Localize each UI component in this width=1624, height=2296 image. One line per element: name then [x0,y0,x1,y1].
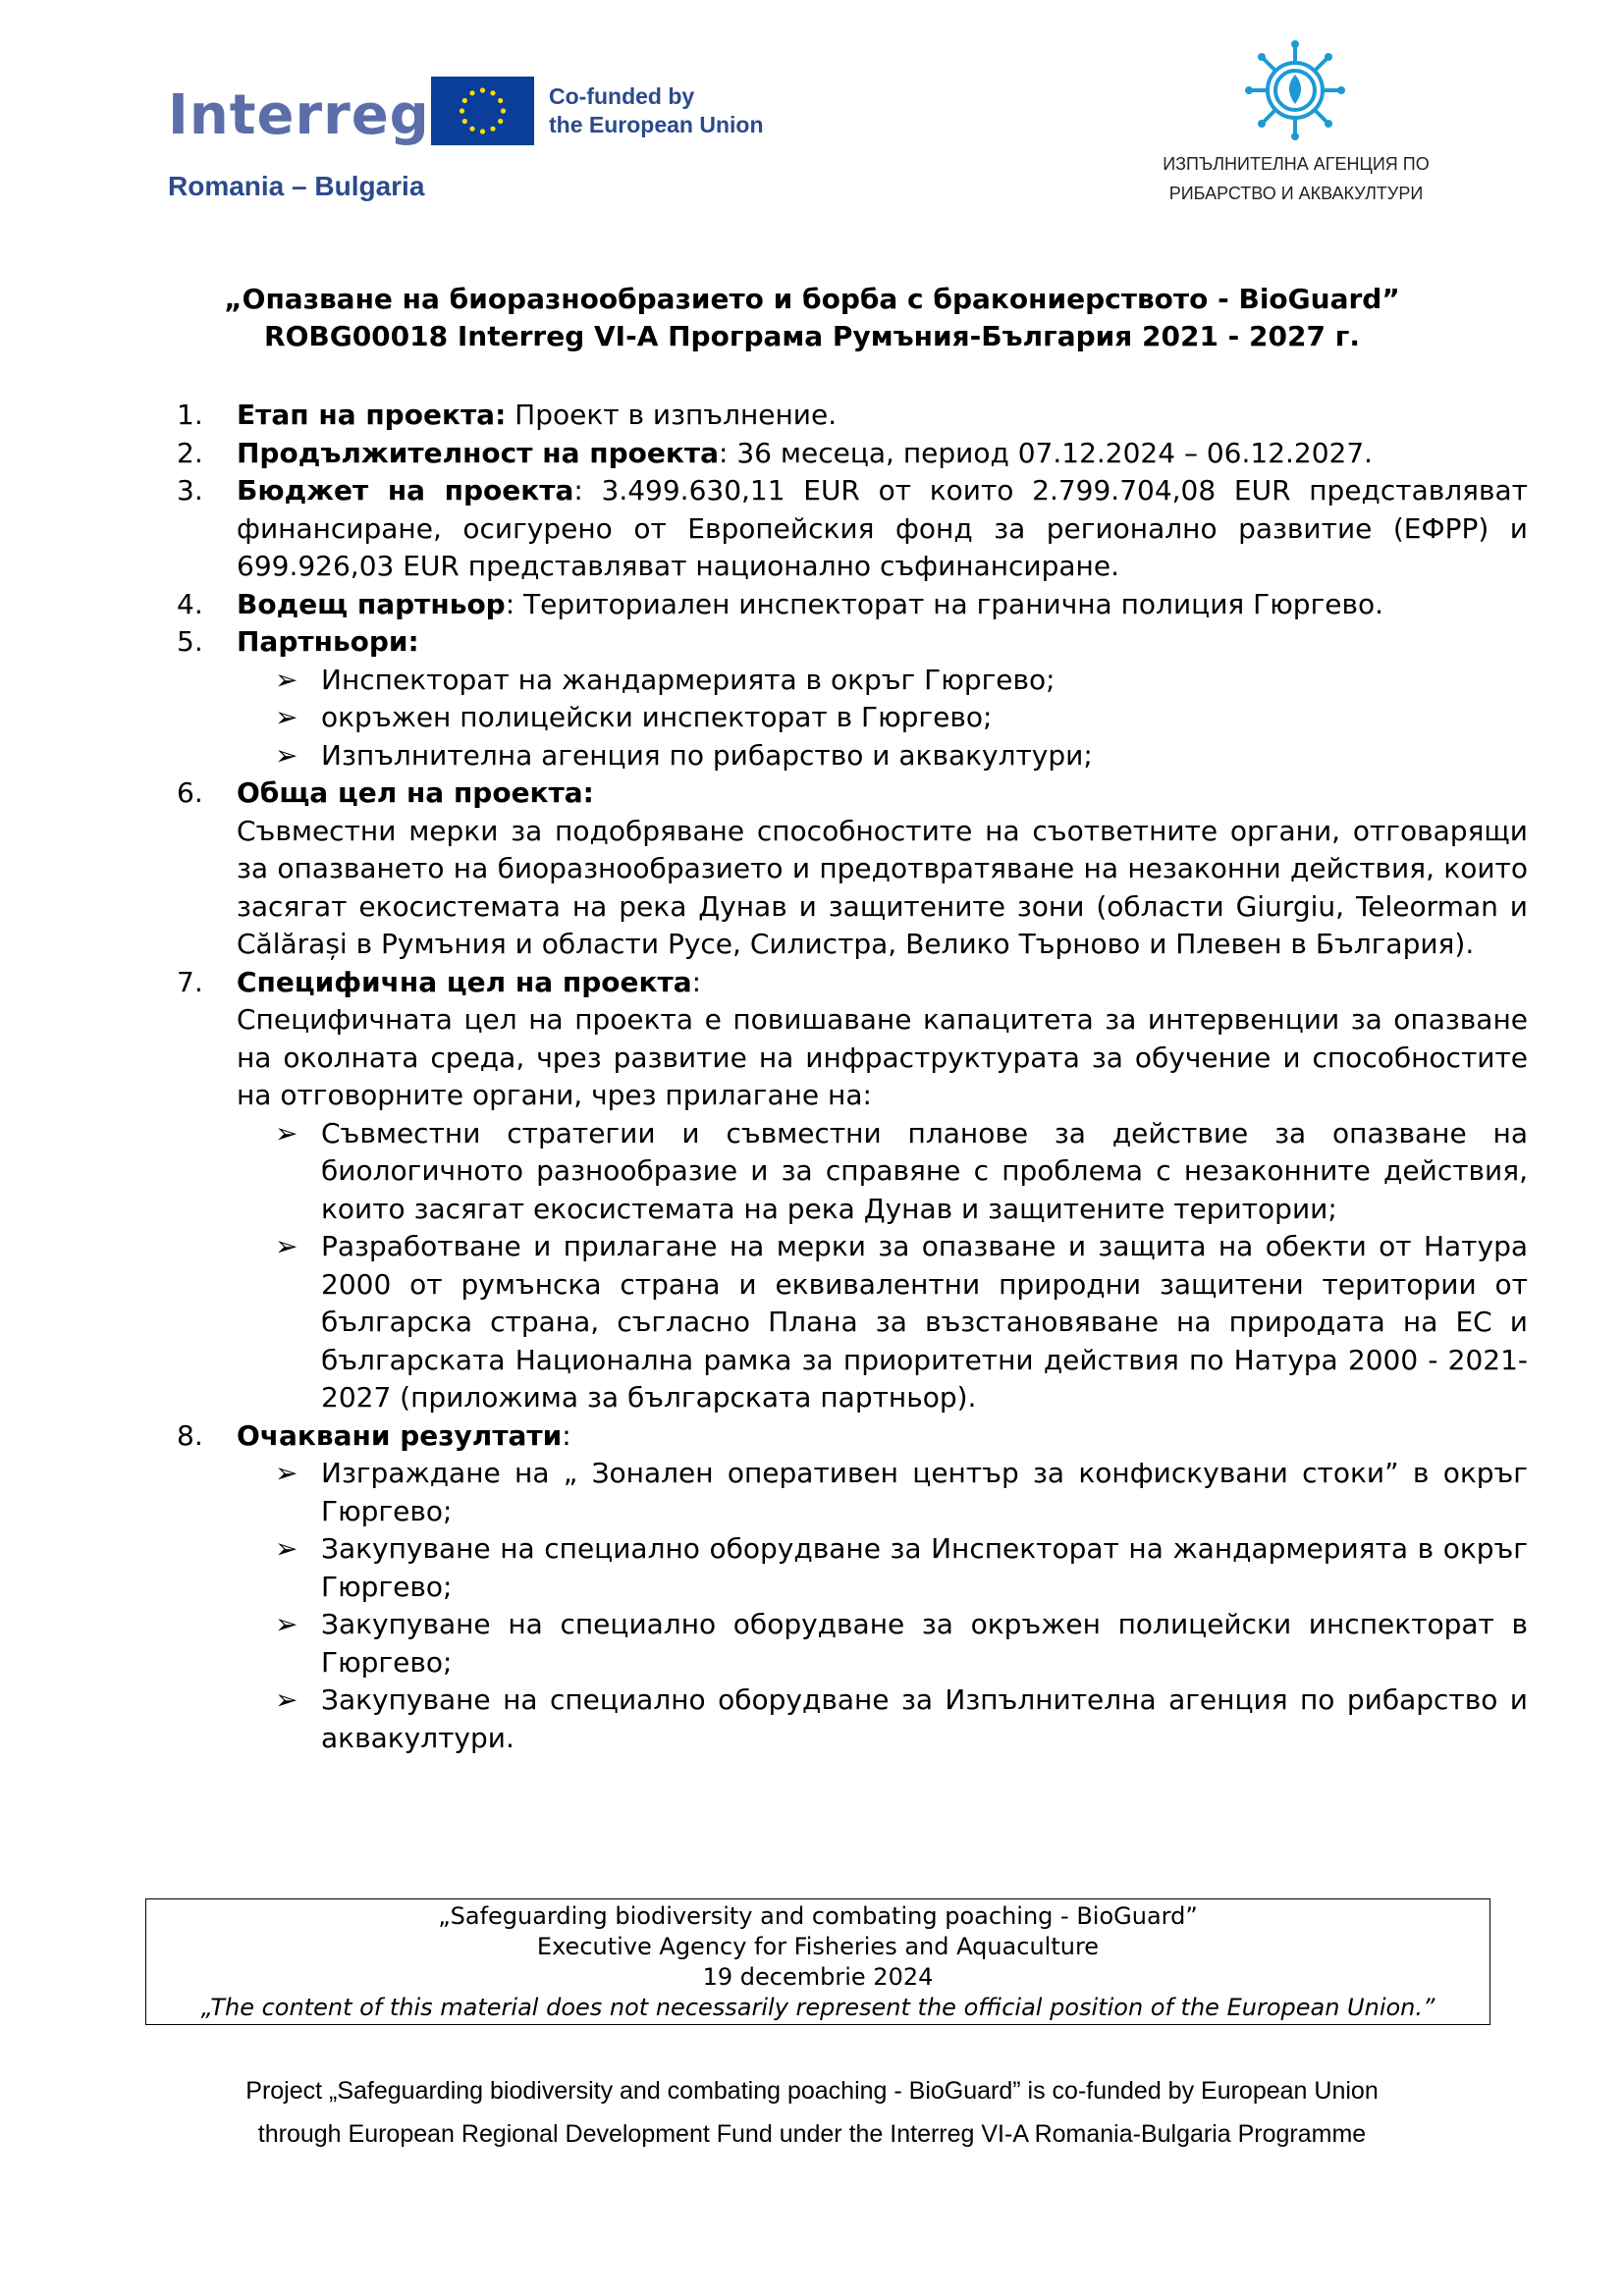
partners-list [177,662,1528,775]
agency-name [1139,149,1453,208]
result-text: Изграждане на „ Зонален оперативен център за конфискувани стоки” в окръг Гюргево; [321,1457,1528,1527]
item-text: : 36 месеца, период 07.12.2024 – 06.12.2027. [718,436,1374,469]
item-number: 1. [177,399,203,431]
bullet-arrow-icon: ➢ [275,663,298,696]
partner-item [275,662,1528,700]
footer-date: 19 decembrie 2024 [702,1963,934,1991]
bullet-arrow-icon: ➢ [275,738,298,772]
bullet-arrow-icon: ➢ [275,701,298,733]
bullet-arrow-icon: ➢ [275,1608,298,1640]
item-number: 7. [177,965,203,998]
funding-note-line1: Project „Safeguarding biodiversity and combating poaching - BioGuard” is co-funded by European Union [245,2077,1379,2105]
item-text: : Териториален инспекторат на гранична полиция Гюргево. [505,587,1384,620]
bullet-arrow-icon: ➢ [275,1683,298,1716]
interreg-logo [168,77,796,209]
item-text: Проект в изпълнение. [506,399,838,431]
partner-text: Изпълнителна агенция по рибарство и аквакултури; [321,738,1093,772]
result-text: Закупуване на специално оборудване за окръжен полицейски инспекторат в Гюргево; [321,1608,1528,1679]
result-text: Закупуване на специално оборудване за Инспекторат на жандармерията в окръг Гюргево; [321,1532,1528,1603]
interreg-wordmark: Interreg [168,83,430,147]
item-label: Обща цел на проекта: [237,776,594,809]
result-item [275,1530,1528,1606]
item-number: 8. [177,1418,203,1452]
agency-name-line1: ИЗПЪЛНИТЕЛНА АГЕНЦИЯ ПО [1163,154,1430,174]
objective-item [275,1228,1528,1417]
item-label: Партньори: [237,625,419,658]
general-objective-text: Съвместни мерки за подобряване способностите на съответните органи, отговарящи за опазването на биоразнообразието и предотвратяване на незаконни действия, които засягат екосистемата на река Дунав и защитените зони (области Giurgiu, Teleorman и Călărași в Румъния и области Русе, Силистра, Велико Търново и Плевен в България). [237,814,1528,960]
list-item [177,774,1528,964]
bullet-arrow-icon: ➢ [275,1116,298,1149]
list-item [177,623,1528,662]
result-item [275,1606,1528,1682]
list-item [177,964,1528,1115]
cofunded-line1: Co-funded by [549,83,695,109]
item-text: : 3.499.630,11 EUR от които 2.799.704,08 EUR представляват финансиране, осигурено от Европейския фонд за регионално развитие (ЕФРР) и 699.926,03 EUR представляват национално съфинансиране. [237,474,1528,582]
result-item [275,1455,1528,1530]
title-line1: „Опазване на биоразнообразието и борба с бракониерството - BioGuard” [224,283,1400,315]
funding-note-line2: through European Regional Development Fund under the Interreg VI-A Romania-Bulgaria Programme [257,2120,1367,2148]
partner-item [275,699,1528,737]
item-label: Продължителност на проекта [237,436,719,469]
footer-project-name: „Safeguarding biodiversity and combating poaching - BioGuard” [438,1902,1198,1930]
agency-logo [1139,39,1453,216]
footer-disclaimer-box [145,1898,1490,2025]
expected-results-list [177,1455,1528,1757]
bullet-arrow-icon: ➢ [275,1532,298,1565]
objective-text: Съвместни стратегии и съвместни планове за действие за опазване на биологичното разнообразие и за справяне с проблема с незаконните действия, които засягат екосистемата на река Дунав и защитените територии; [321,1116,1528,1225]
funding-note [98,2069,1526,2156]
eu-stars-icon [431,77,534,145]
result-item [275,1682,1528,1757]
item-number: 3. [177,474,203,507]
footer-disclaimer: „The content of this material does not necessarily represent the official position of the European Union.” [200,1994,1435,2021]
bullet-arrow-icon: ➢ [275,1230,298,1262]
list-item [177,435,1528,473]
document-title [98,281,1526,355]
title-line2: ROBG00018 Interreg VI-A Програма Румъния-България 2021 - 2027 г. [264,320,1360,352]
partner-item [275,737,1528,775]
item-number: 6. [177,776,203,809]
item-label: Етап на проекта: [237,399,507,431]
item-text: : [691,965,702,998]
result-text: Закупуване на специално оборудване за Изпълнителна агенция по рибарство и аквакултури. [321,1683,1528,1754]
specific-objective-intro: Специфичната цел на проекта е повишаване капацитета за интервенции за опазване на околната среда, чрез развитие на инфраструктурата за обучение и способностите на отговорните органи, чрез прилагане на: [237,1003,1528,1111]
list-item [177,586,1528,624]
list-item [177,1417,1528,1456]
item-number: 4. [177,587,203,620]
objective-item [275,1115,1528,1229]
cofunded-label [549,82,764,139]
agency-name-line2: РИБАРСТВО И АКВАКУЛТУРИ [1168,184,1424,203]
footer-agency-name: Executive Agency for Fisheries and Aquaculture [536,1933,1100,1960]
project-details [177,397,1528,1757]
list-item [177,397,1528,435]
partner-text: Инспекторат на жандармерията в окръг Гюргево; [321,663,1056,696]
item-label: Бюджет на проекта [237,474,574,507]
item-label: Специфична цел на проекта [237,965,692,998]
partner-text: окръжен полицейски инспекторат в Гюргево; [321,701,993,733]
objective-text: Разработване и прилагане на мерки за опазване и защита на обекти от Натура 2000 от румънска страна и еквивалентни природни защитени територии от българска страна, съгласно Плана за възстановяване на природата на ЕС и българската Национална рамка за приоритетни действия по Натура 2000 - 2021-2027 (приложима за българската партньор). [321,1230,1528,1414]
specific-objective-list [177,1115,1528,1417]
bullet-arrow-icon: ➢ [275,1457,298,1489]
item-label: Водещ партньор [237,587,506,620]
item-number: 5. [177,625,203,658]
item-text: : [562,1418,571,1452]
item-label: Очаквани резултати [237,1418,563,1452]
programme-region: Romania – Bulgaria [168,171,425,201]
ship-wheel-icon [1241,39,1349,141]
item-number: 2. [177,436,203,469]
cofunded-line2: the European Union [549,112,764,137]
list-item [177,472,1528,586]
eu-flag-icon [431,77,534,145]
